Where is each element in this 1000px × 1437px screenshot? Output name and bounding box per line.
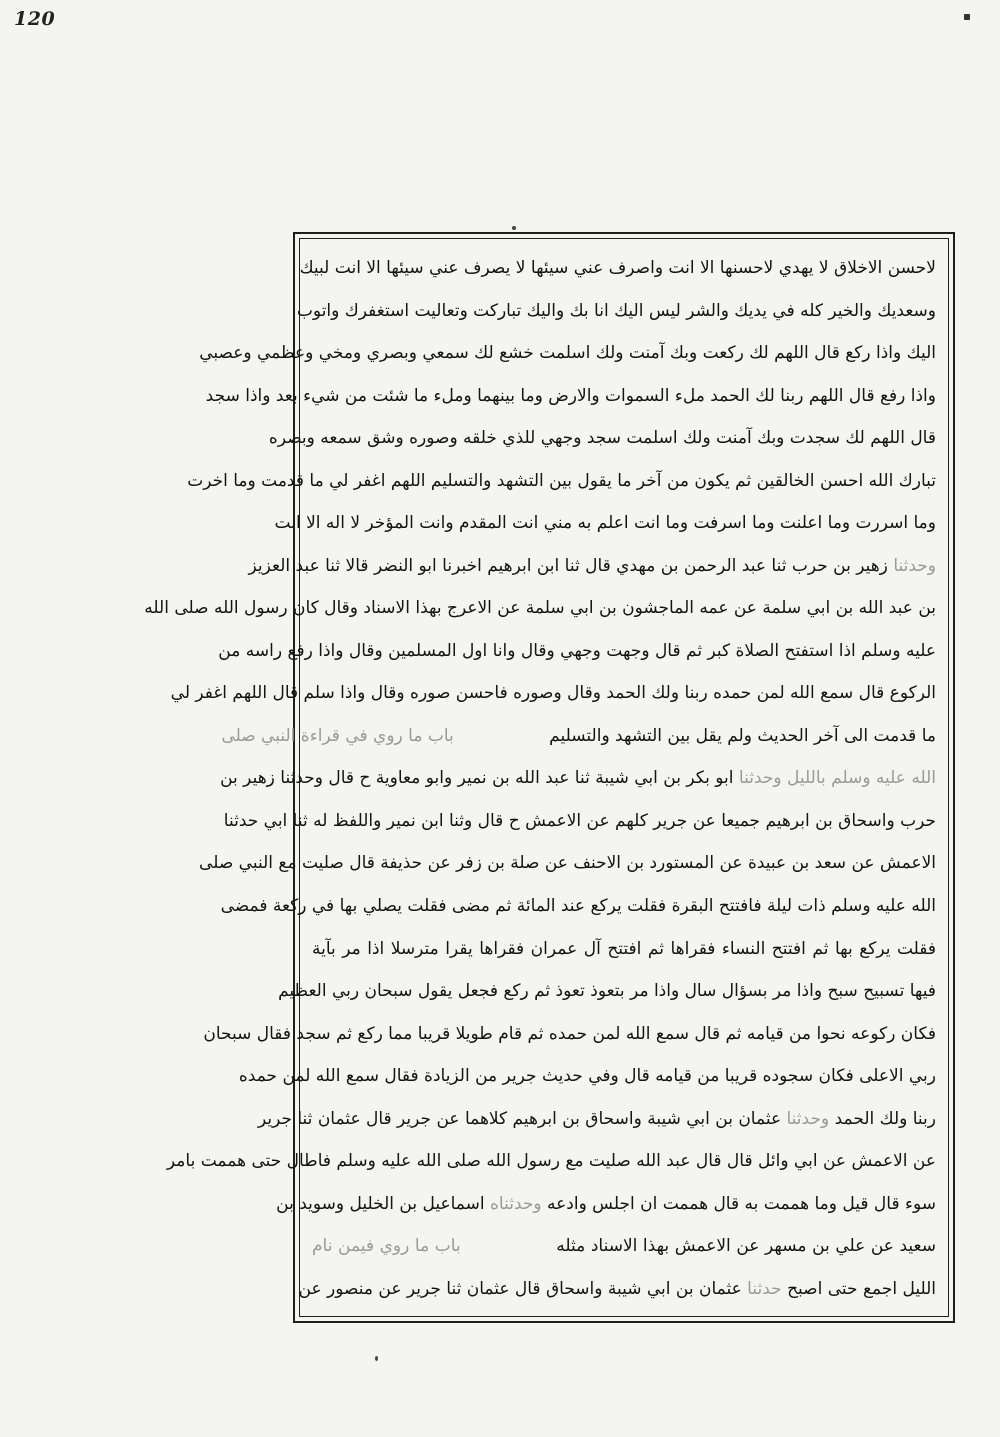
text-line: [298, 1270, 936, 1308]
line-text: الركوع قال سمع الله لمن حمده ربنا ولك الحمد وقال وصوره فاحسن صوره وقال واذا سلم قال اللهم اغفر لي: [170, 683, 936, 704]
line-text: اليك واذا ركع قال اللهم لك ركعت وبك آمنت ولك اسلمت خشع لك سمعي وبصري ومخي وعظمي وعصبي: [199, 343, 936, 364]
text-line: [218, 632, 936, 670]
text-line: [170, 674, 936, 712]
text-line: [144, 589, 936, 627]
text-line: [238, 1057, 936, 1095]
text-line: [187, 462, 936, 500]
line-text: سعيد عن علي بن مسهر عن الاعمش بهذا الاسناد مثله: [556, 1236, 936, 1257]
text-line: [220, 759, 936, 797]
text-line: [278, 972, 936, 1010]
text-line: [205, 377, 936, 415]
page-number: 120: [14, 8, 56, 30]
line-text: ربنا ولك الحمد: [834, 1108, 936, 1129]
text-line: [166, 1142, 936, 1180]
rubric-heading: حدثنا: [747, 1278, 782, 1299]
line-text: قال اللهم لك سجدت وبك آمنت ولك اسلمت سجد وجهي للذي خلقه وصوره وشق سمعه وبصره: [268, 428, 936, 449]
chapter-heading: باب ما روي في قراءة النبي صلى: [221, 725, 454, 746]
line-text: ربي الاعلى فكان سجوده قريبا من قيامه قال وفي حديث جرير من الزيادة فقال سمع الله لمن حمده: [238, 1066, 936, 1087]
line-text: سوء قال قيل وما هممت به قال هممت ان اجلس وادعه: [547, 1193, 936, 1214]
text-line: [203, 1015, 936, 1053]
text-line: [312, 930, 936, 968]
line-text: واذا رفع قال اللهم ربنا لك الحمد ملء السموات والارض وما بينهما وملء ما شئت من شيء بعد واذا سجد: [205, 385, 936, 406]
line-text: تبارك الله احسن الخالقين ثم يكون من آخر ما يقول بين التشهد والتسليم اللهم اغفر لي ما قدمت وما اخرت: [187, 470, 936, 491]
ink-speck: [375, 1356, 378, 1361]
line-text: الله عليه وسلم ذات ليلة فافتتح البقرة فقلت يركع عند المائة ثم مضى فقلت يصلي بها في ركعة فمضى: [220, 895, 936, 916]
manuscript-text-block: [144, 238, 949, 1317]
rubric-heading: الله عليه وسلم بالليل وحدثنا: [738, 768, 936, 789]
line-text: الاعمش عن سعد بن عبيدة عن المستورد بن الاحنف عن صلة بن زفر عن حذيفة قال صليت مع النبي صلى: [199, 853, 936, 874]
text-line: [268, 419, 936, 457]
rubric-heading: وحدثناه: [490, 1193, 542, 1214]
text-line: [223, 802, 936, 840]
text-line: [220, 887, 936, 925]
line-text: وسعديك والخير كله في يديك والشر ليس اليك انا بك واليك تباركت وتعاليت استغفرك واتوب: [296, 300, 936, 321]
line-text: فقلت يركع بها ثم افتتح النساء فقراها ثم افتتح آل عمران فقراها يقرا مترسلا اذا مر بآية: [312, 938, 936, 959]
line-text: عليه وسلم اذا استفتح الصلاة كبر ثم قال وجهت وجهي وقال وانا اول المسلمين وقال واذا رفع راسه من: [218, 640, 936, 661]
rubric-heading: وحدثنا: [893, 555, 936, 576]
line-text: فكان ركوعه نحوا من قيامه ثم قال سمع الله لمن حمده ثم قام طويلا قريبا مما ركع ثم سجد فقال سبحان: [203, 1023, 936, 1044]
line-text: فيها تسبيح سبح واذا مر بسؤال سال واذا مر بتعوذ تعوذ ثم ركع فجعل يقول سبحان ربي العظيم: [278, 981, 936, 1002]
line-text: الليل اجمع حتى اصبح: [787, 1278, 936, 1299]
text-line: [199, 334, 936, 372]
text-line: [276, 1185, 936, 1223]
rubric-heading: وحدثنا: [786, 1108, 830, 1129]
line-text: ابو بكر بن ابي شيبة ثنا عبد الله بن نمير وابو معاوية ح قال وحدثنا زهير بن: [220, 768, 734, 789]
text-line: [221, 717, 936, 755]
text-line: [274, 504, 936, 542]
line-text: ما قدمت الى آخر الحديث ولم يقل بين التشهد والتسليم: [549, 725, 936, 746]
line-text: حرب واسحاق بن ابرهيم جميعا عن جرير كلهم عن الاعمش ح قال وثنا ابن نمير واللفظ له ثنا ابي حدثنا: [223, 810, 936, 831]
text-line: [296, 292, 936, 330]
line-text: لاحسن الاخلاق لا يهدي لاحسنها الا انت واصرف عني سيئها لا يصرف عني سيئها الا انت لبيك: [299, 258, 936, 278]
text-line: [299, 249, 936, 287]
line-text: بن عبد الله بن ابي سلمة عن عمه الماجشون بن ابي سلمة عن الاعرج بهذا الاسناد وقال كان رسول الله صلى الله: [144, 598, 936, 619]
corner-mark: [964, 14, 970, 20]
chapter-heading: باب ما روي فيمن نام: [312, 1236, 461, 1257]
ink-speck: [512, 226, 516, 230]
line-text: اسماعيل بن الخليل وسويد بن: [276, 1193, 485, 1214]
text-line: [312, 1227, 936, 1265]
line-text: عثمان بن ابي شيبة واسحاق بن ابرهيم كلاهما عن جرير قال عثمان ثنا جرير: [257, 1108, 782, 1129]
line-text: عن الاعمش عن ابي وائل قال قال عبد الله صليت مع رسول الله صلى الله عليه وسلم فاطال حتى هممت بامر: [166, 1151, 936, 1172]
text-line: [199, 844, 936, 882]
text-line: [248, 547, 936, 585]
line-text: عثمان بن ابي شيبة واسحاق قال عثمان ثنا جرير عن منصور عن: [298, 1278, 742, 1299]
text-line: [257, 1100, 936, 1138]
line-text: وما اسررت وما اعلنت وما اسرفت وما انت اعلم به مني انت المقدم وانت المؤخر لا اله الا انت: [274, 513, 936, 534]
line-text: زهير بن حرب ثنا عبد الرحمن بن مهدي قال ثنا ابن ابرهيم اخبرنا ابو النضر قالا ثنا عبد العزيز: [248, 555, 888, 576]
